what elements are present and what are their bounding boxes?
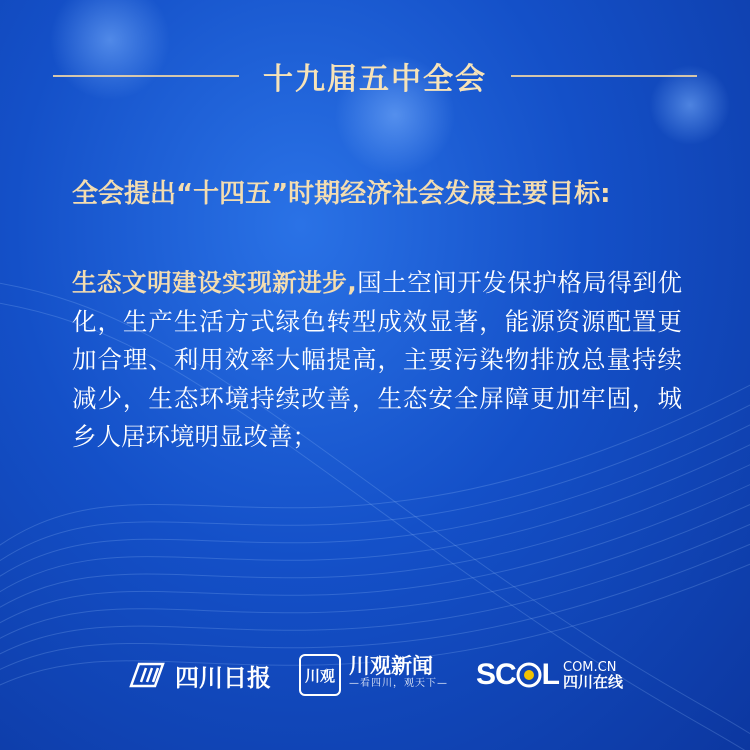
scol-logo <box>476 658 623 692</box>
page-title: 十九届五中全会 <box>263 62 487 97</box>
scol-l: L <box>541 658 559 691</box>
logo-bar <box>0 650 750 700</box>
body-text: 国土空间开发保护格局得到优化，生产生活方式绿色转型成效显著，能源资源配置更加合理、利用效率大幅提高，主要污染物排放总量持续减少，生态环境持续改善，生态安全屏障更加牢固，城乡人居环境明显改善； <box>72 268 682 451</box>
chuanguan-box: 川观 <box>299 654 341 696</box>
chuanguan-logo <box>299 654 448 696</box>
scol-sc: SC <box>475 658 516 691</box>
scol-globe-icon <box>516 662 542 688</box>
sichuan-daily-emblem-icon <box>127 660 167 690</box>
scol-cn-name: 四川在线 <box>563 673 624 691</box>
scol-domain: COM.CN <box>563 660 617 675</box>
body-paragraph <box>72 264 682 457</box>
headline: 全会提出“十四五”时期经济社会发展主要目标: <box>72 179 611 209</box>
header <box>0 52 750 100</box>
header-right-line <box>511 75 697 77</box>
body-lead: 生态文明建设实现新进步, <box>72 268 357 297</box>
header-left-line <box>53 75 239 77</box>
sichuan-daily-logo <box>127 658 271 693</box>
sichuan-daily-text: 四川日报 <box>174 662 271 692</box>
chuanguan-name: 川观新闻 <box>348 653 433 678</box>
chuanguan-slogan: —看四川，观天下— <box>348 678 448 689</box>
